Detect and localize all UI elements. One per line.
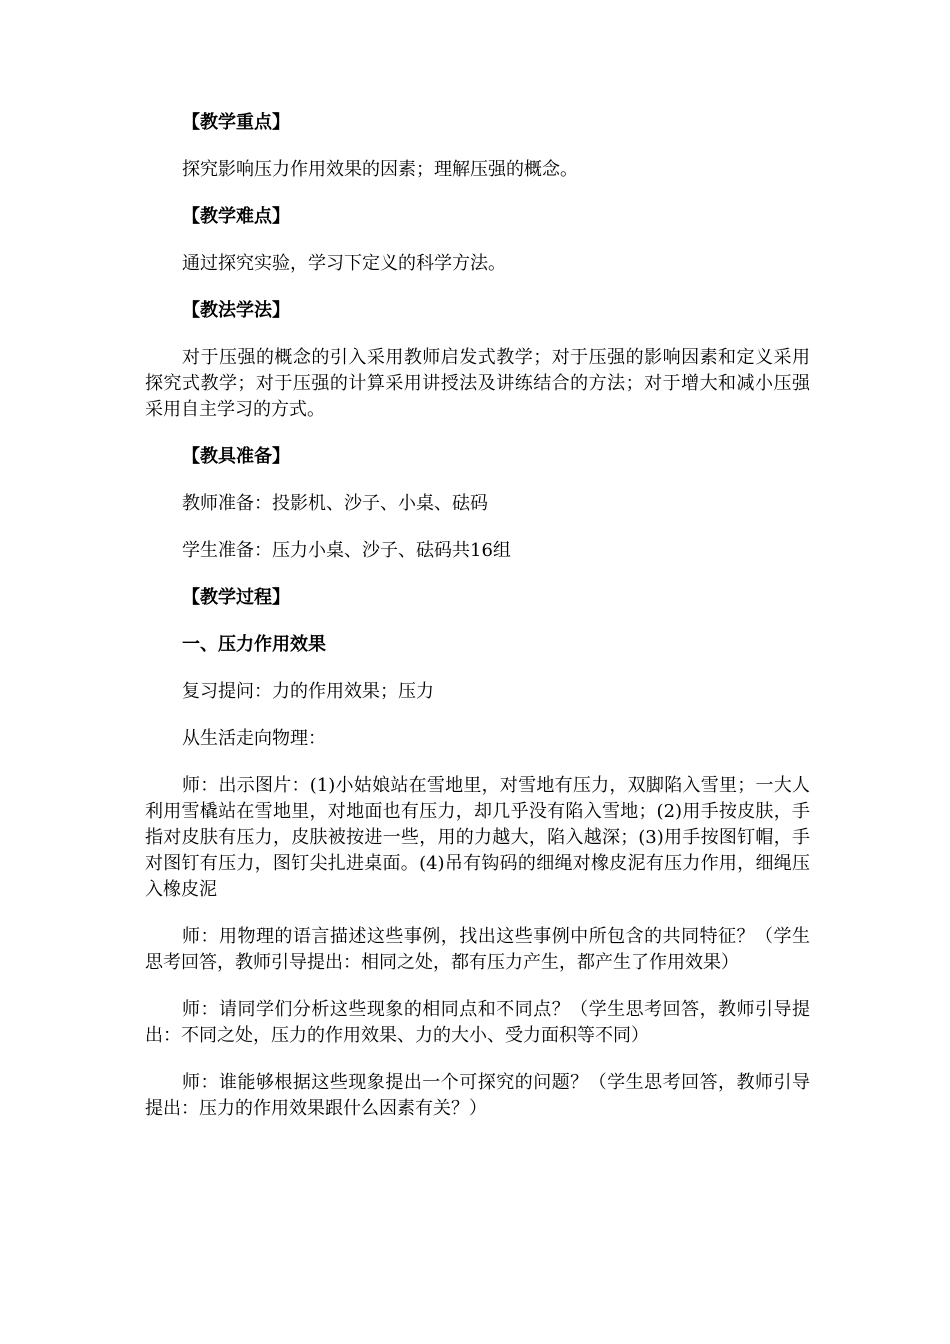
life-to-physics: 从生活走向物理： (182, 728, 326, 749)
difficulties-text: 通过探究实验，学习下定义的科学方法。 (182, 253, 506, 274)
teacher-paragraph-3: 师：请同学们分析这些现象的相同点和不同点？（学生思考回答，教师引导提出：不同之处，压力的作用效果、力的大小、受力面积等不同） (145, 999, 810, 1046)
teacher-paragraph-2: 师：用物理的语言描述这些事例，找出这些事例中所包含的共同特征？（学生思考回答，教师引导提出：相同之处，都有压力产生，都产生了作用效果） (145, 926, 810, 973)
subheading-pressure-effect: 一、压力作用效果 (182, 634, 326, 655)
materials-student: 学生准备：压力小桌、沙子、砝码共16组 (182, 540, 511, 561)
heading-difficulties: 【教学难点】 (182, 206, 290, 227)
review-question: 复习提问：力的作用效果；压力 (182, 681, 434, 702)
key-points-text: 探究影响压力作用效果的因素；理解压强的概念。 (182, 159, 578, 180)
document-page (145, 110, 810, 1143)
materials-teacher: 教师准备：投影机、沙子、小桌、砝码 (182, 493, 488, 514)
heading-process: 【教学过程】 (182, 587, 290, 608)
heading-methods: 【教法学法】 (182, 300, 290, 321)
heading-materials: 【教具准备】 (182, 446, 290, 467)
teacher-paragraph-4: 师：谁能够根据这些现象提出一个可探究的问题？（学生思考回答，教师引导提出：压力的作用效果跟什么因素有关？） (145, 1072, 810, 1119)
heading-key-points: 【教学重点】 (182, 112, 290, 133)
teacher-paragraph-1: 师：出示图片：(1)小姑娘站在雪地里，对雪地有压力，双脚陷入雪里；一大人利用雪橇站在雪地里，对地面也有压力，却几乎没有陷入雪地；(2)用手按皮肤，手指对皮肤有压力，皮肤被按进一些，用的力越大，陷入越深；(3)用手按图钉帽，手对图钉有压力，图钉尖扎进桌面。(4)吊有钩码的细绳对橡皮泥有压力作用，细绳压入橡皮泥 (145, 775, 810, 900)
methods-text: 对于压强的概念的引入采用教师启发式教学；对于压强的影响因素和定义采用探究式教学；对于压强的计算采用讲授法及讲练结合的方法；对于增大和减小压强采用自主学习的方式。 (145, 347, 810, 420)
